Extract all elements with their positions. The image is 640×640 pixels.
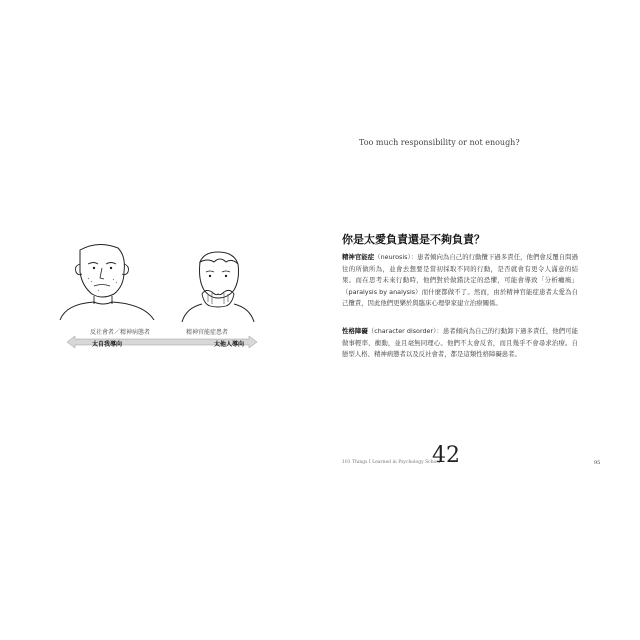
term-character-disorder: 性格障礙 [342,327,368,335]
psychopath-illustration [58,242,156,320]
page-number: 95 [594,460,601,466]
entry-number: 42 [432,443,460,468]
book-title-footer: 101 Things I Learned in Psychology School [342,460,441,465]
arrow-right-label: 太他人導向 [214,341,245,348]
english-title: Too much responsibility or not enough? [359,138,520,147]
neurotic-illustration [178,250,258,322]
paragraph-neurosis-body: （neurosis）：患者傾向為自己的行動攬下過多責任，他們會反覆自問過往的所做所為，並會去想要是當初採取不同的行動，是否就會有更令人滿意的結果。而在思考未來行動時，他們對於做錯決定的恐懼，可能會導致「分析癱瘓」（paralysis by analysis）而什麼都做不了。然而，由於精神官能症患者太愛為自己攬責，因此他們更樂於與臨床心理學家建立治療關係。 [342,253,578,308]
arrow-left-label: 太自我導向 [92,341,123,348]
right-caption: 精神官能症患者 [186,329,229,336]
chinese-title: 你是太愛負責還是不夠負責？ [342,233,485,246]
paragraph-character-disorder-body: （character disorder）：患者傾向為自己的行動卸下過多責任，他們可能做事輕率、衝動，並且毫無同理心。他們不太會反省，而且幾乎不會尋求治療。自戀型人格、精神病態者以及反社會者，都是這類性格障礙患者。 [342,327,579,359]
paragraph-character-disorder [342,326,578,361]
paragraph-neurosis [342,252,578,310]
term-neurosis: 精神官能症 [342,253,375,261]
left-caption: 反社會者／精神病態者 [90,329,151,336]
